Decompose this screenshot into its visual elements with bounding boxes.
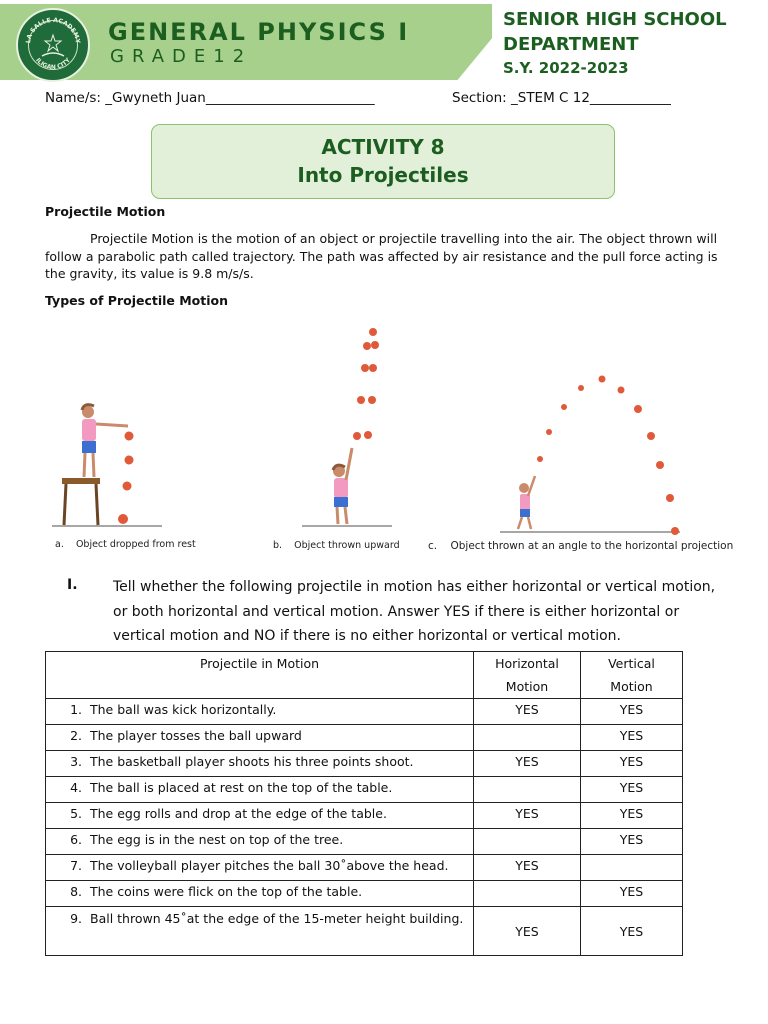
horizontal-answer-cell: YES xyxy=(474,699,581,725)
table-row xyxy=(46,751,683,777)
department-line-2: DEPARTMENT xyxy=(503,34,639,55)
projectile-item-cell: 9. Ball thrown 45˚at the edge of the 15-meter height building. xyxy=(46,907,474,956)
school-year: S.Y. 2022-2023 xyxy=(503,59,629,77)
table-row xyxy=(46,881,683,907)
projectile-item-cell: 6. The egg is in the nest on top of the tree. xyxy=(46,829,474,855)
table-row xyxy=(46,829,683,855)
table-header-row xyxy=(46,652,683,699)
header-horizontal-motion: Horizontal Motion xyxy=(474,652,581,699)
caption-b: b. Object thrown upward xyxy=(273,540,400,551)
question-text: Tell whether the following projectile in motion has either horizontal or vertical motion, or both horizontal and vertical motion. Answer YES if there is either horizontal or vertical motion and NO if there is no either horizontal or vertical motion. xyxy=(113,579,716,644)
intro-paragraph: Projectile Motion is the motion of an object or projectile travelling into the air. The object thrown will follow a parabolic path called trajectory. The path was affected by air resistance and the pull force acting is the gravity, its value is 9.8 m/s/s. xyxy=(45,231,718,281)
question-number: I. xyxy=(67,577,78,593)
horizontal-answer-cell: YES xyxy=(474,803,581,829)
table-row xyxy=(46,855,683,881)
section-heading-projectile-motion: Projectile Motion xyxy=(45,204,166,219)
projectile-item-cell: 7. The volleyball player pitches the ball 30˚above the head. xyxy=(46,855,474,881)
table-row xyxy=(46,725,683,751)
header-band xyxy=(0,0,768,84)
header-projectile-in-motion: Projectile in Motion xyxy=(46,652,474,699)
horizontal-answer-cell xyxy=(474,881,581,907)
figure-dropped-from-rest xyxy=(52,405,162,526)
activity-title: Into Projectiles xyxy=(297,163,469,187)
projectile-figures-svg xyxy=(0,320,768,560)
projectile-item-cell: 3. The basketball player shoots his three points shoot. xyxy=(46,751,474,777)
projectile-item-cell: 4. The ball is placed at rest on the top of the table. xyxy=(46,777,474,803)
vertical-answer-cell: YES xyxy=(581,829,683,855)
header-vertical-motion: Vertical Motion xyxy=(581,652,683,699)
vertical-answer-cell: YES xyxy=(581,777,683,803)
svg-text:LA SALLE ACADEMY: LA SALLE ACADEMY xyxy=(25,16,81,44)
horizontal-answer-cell xyxy=(474,725,581,751)
projectile-illustrations xyxy=(0,320,768,560)
subject-title: GENERAL PHYSICS I xyxy=(108,18,410,46)
vertical-answer-cell: YES xyxy=(581,803,683,829)
figure-thrown-at-angle xyxy=(500,376,680,536)
activity-title-box xyxy=(151,124,615,199)
vertical-answer-cell xyxy=(581,855,683,881)
vertical-answer-cell: YES xyxy=(581,907,683,956)
section-heading-types: Types of Projectile Motion xyxy=(45,293,229,308)
horizontal-answer-cell: YES xyxy=(474,907,581,956)
vertical-answer-cell: YES xyxy=(581,751,683,777)
svg-text:ILIGAN CITY: ILIGAN CITY xyxy=(34,56,72,72)
projectile-item-cell: 8. The coins were flick on the top of the table. xyxy=(46,881,474,907)
table-row xyxy=(46,907,683,956)
table-row xyxy=(46,803,683,829)
figure-thrown-upward xyxy=(302,328,392,526)
projectile-item-cell: 5. The egg rolls and drop at the edge of the table. xyxy=(46,803,474,829)
answer-table xyxy=(45,651,683,956)
vertical-answer-cell: YES xyxy=(581,699,683,725)
horizontal-answer-cell: YES xyxy=(474,751,581,777)
table-row xyxy=(46,777,683,803)
section-line: Section: _STEM C 12____________ xyxy=(452,90,671,106)
grade-label: GRADE12 xyxy=(110,46,253,67)
activity-number: ACTIVITY 8 xyxy=(321,135,445,159)
student-name-line: Name/s: _Gwyneth Juan_________________________ xyxy=(45,90,375,106)
horizontal-answer-cell: YES xyxy=(474,855,581,881)
projectile-item-cell: 2. The player tosses the ball upward xyxy=(46,725,474,751)
vertical-answer-cell: YES xyxy=(581,725,683,751)
vertical-answer-cell: YES xyxy=(581,881,683,907)
table-row xyxy=(46,699,683,725)
caption-a: a. Object dropped from rest xyxy=(55,539,196,550)
caption-c: c. Object thrown at an angle to the horizontal projection xyxy=(428,540,734,552)
projectile-item-cell: 1. The ball was kick horizontally. xyxy=(46,699,474,725)
horizontal-answer-cell xyxy=(474,777,581,803)
department-line-1: SENIOR HIGH SCHOOL xyxy=(503,9,727,30)
school-logo-icon xyxy=(16,8,90,82)
horizontal-answer-cell xyxy=(474,829,581,855)
